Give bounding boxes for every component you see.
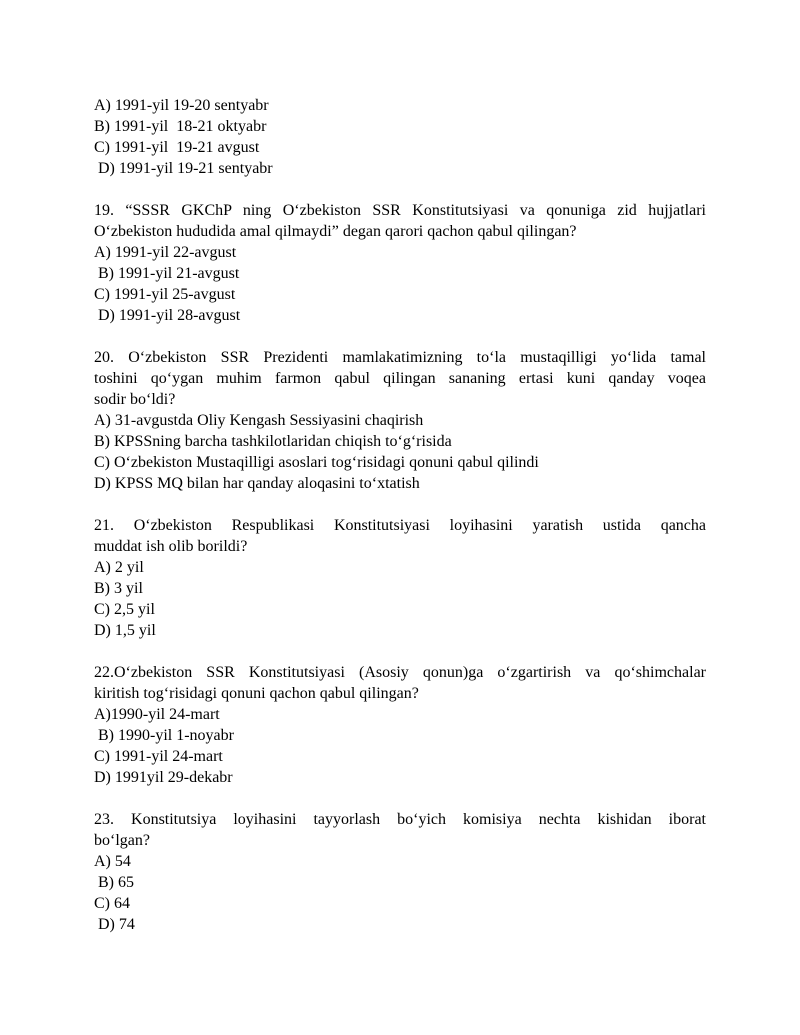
question-text-line: O‘zbekiston hududida amal qilmaydi” degan qarori qachon qabul qilingan? bbox=[94, 223, 577, 240]
question-block-20 bbox=[94, 347, 706, 494]
question-text-line: bo‘lgan? bbox=[94, 832, 150, 849]
answer-option-b: B) 1990-yil 1-noyabr bbox=[94, 727, 234, 744]
question-block-21 bbox=[94, 515, 706, 641]
answer-option-c: C) 1991-yil 25-avgust bbox=[94, 286, 236, 303]
answer-option-a: A) 1991-yil 19-20 sentyabr bbox=[94, 97, 269, 114]
answer-option-d: D) 1,5 yil bbox=[94, 622, 156, 639]
question-block-19 bbox=[94, 200, 706, 326]
answer-option-d: D) 1991yil 29-dekabr bbox=[94, 769, 233, 786]
answer-option-d: D) 1991-yil 19-21 sentyabr bbox=[94, 160, 273, 177]
document-page bbox=[94, 95, 706, 956]
answer-option-d: D) 1991-yil 28-avgust bbox=[94, 307, 241, 324]
answer-option-b: B) KPSSning barcha tashkilotlaridan chiqish to‘g‘risida bbox=[94, 433, 452, 450]
question-text-line: 22.O‘zbekiston SSR Konstitutsiyasi (Asosiy qonun)ga o‘zgartirish va qo‘shimchalar bbox=[94, 664, 706, 681]
answer-option-c: C) 1991-yil 24-mart bbox=[94, 748, 223, 765]
answer-option-a: A) 2 yil bbox=[94, 559, 144, 576]
question-text-line: 21. O‘zbekiston Respublikasi Konstitutsiyasi loyihasini yaratish ustida qancha bbox=[94, 517, 706, 534]
answer-option-d: D) 74 bbox=[94, 916, 135, 933]
answer-option-c: C) O‘zbekiston Mustaqilligi asoslari tog‘risidagi qonuni qabul qilindi bbox=[94, 454, 539, 471]
question-text-line: toshini qo‘ygan muhim farmon qabul qilingan sananing ertasi kuni qanday voqea bbox=[94, 370, 706, 387]
question-text-line: 20. O‘zbekiston SSR Prezidenti mamlakatimizning to‘la mustaqilligi yo‘lida tamal bbox=[94, 349, 706, 366]
question-text-line: 19. “SSSR GKChP ning O‘zbekiston SSR Konstitutsiyasi va qonuniga zid hujjatlari bbox=[94, 202, 706, 219]
answer-option-c: C) 1991-yil 19-21 avgust bbox=[94, 139, 260, 156]
question-text-line: muddat ish olib borildi? bbox=[94, 538, 248, 555]
answer-option-b: B) 3 yil bbox=[94, 580, 143, 597]
answer-option-a: A) 54 bbox=[94, 853, 131, 870]
question-text-line: kiritish tog‘risidagi qonuni qachon qabul qilingan? bbox=[94, 685, 419, 702]
answer-option-a: A) 1991-yil 22-avgust bbox=[94, 244, 237, 261]
question-text-line: 23. Konstitutsiya loyihasini tayyorlash bo‘yich komisiya nechta kishidan iborat bbox=[94, 811, 706, 828]
answer-option-a: A) 31-avgustda Oliy Kengash Sessiyasini chaqirish bbox=[94, 412, 424, 429]
answer-option-d: D) KPSS MQ bilan har qanday aloqasini to‘xtatish bbox=[94, 475, 420, 492]
answer-option-b: B) 1991-yil 21-avgust bbox=[94, 265, 240, 282]
answer-option-c: C) 64 bbox=[94, 895, 130, 912]
answer-option-a: A)1990-yil 24-mart bbox=[94, 706, 220, 723]
answer-option-b: B) 65 bbox=[94, 874, 134, 891]
answer-option-b: B) 1991-yil 18-21 oktyabr bbox=[94, 118, 267, 135]
question-text-line: sodir bo‘ldi? bbox=[94, 391, 176, 408]
question-block-23 bbox=[94, 809, 706, 935]
question-block-22 bbox=[94, 662, 706, 788]
answer-option-c: C) 2,5 yil bbox=[94, 601, 155, 618]
question-block-18-options bbox=[94, 95, 706, 179]
